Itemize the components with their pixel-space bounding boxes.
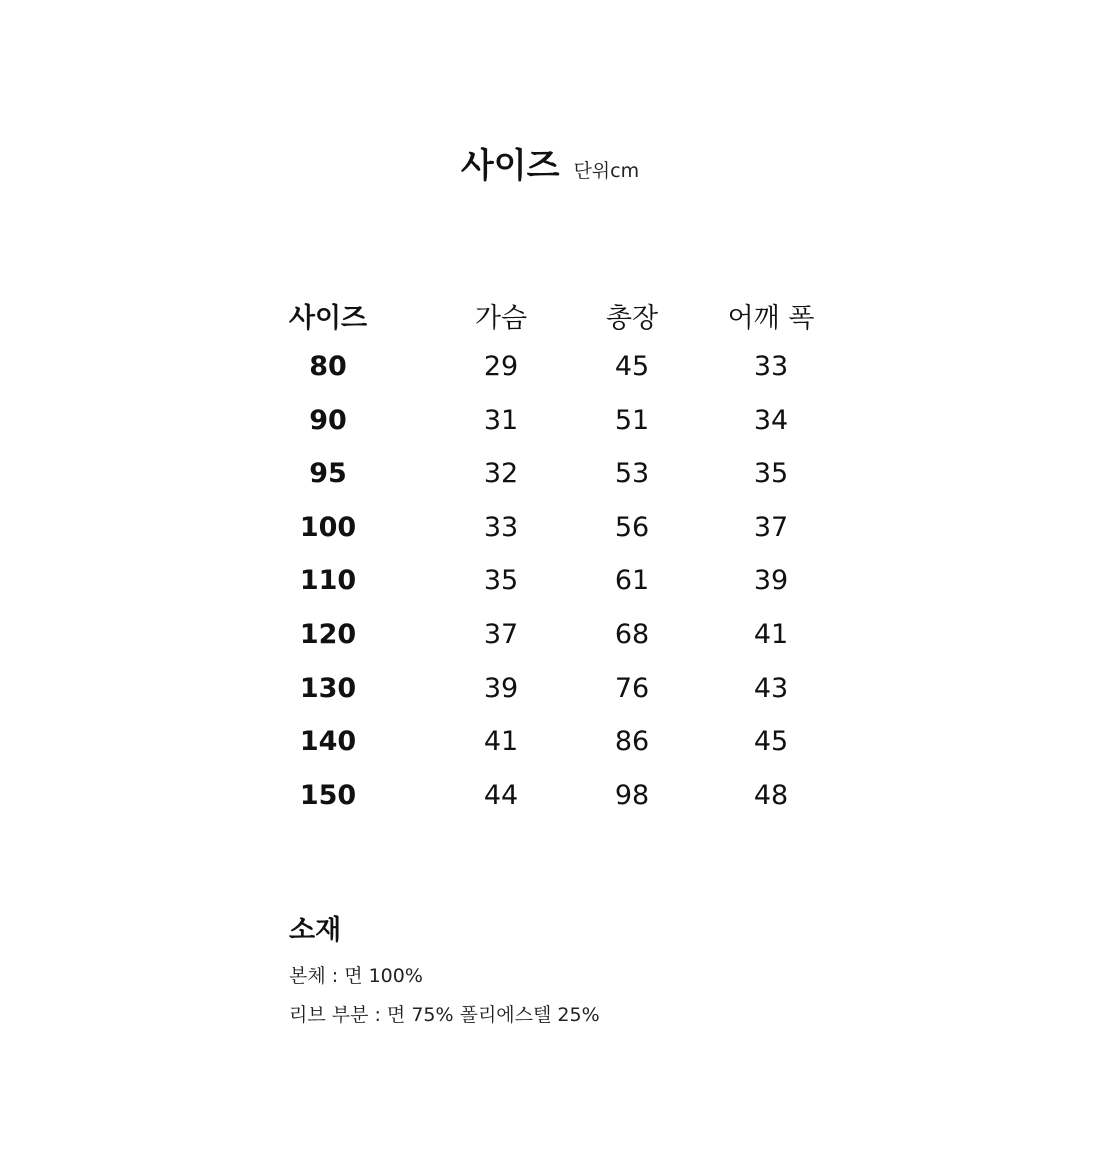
material-title: 소재	[289, 915, 342, 946]
table-cell-size: 95	[309, 458, 347, 490]
table-cell-length: 76	[614, 672, 650, 704]
table-cell-size: 80	[309, 351, 347, 382]
table-cell-length: 61	[614, 565, 650, 597]
table-cell-shoulder: 37	[753, 511, 789, 543]
table-cell-size: 110	[299, 565, 357, 597]
material-line-body: 본체 : 면 100%	[289, 965, 423, 987]
table-cell-shoulder: 45	[753, 726, 789, 758]
table-cell-size: 140	[299, 726, 357, 758]
material-line-rib: 리브 부분 : 면 75% 폴리에스텔 25%	[289, 1004, 600, 1026]
column-header-chest: 가슴	[474, 303, 528, 334]
table-cell-shoulder: 41	[753, 619, 789, 650]
table-cell-chest: 33	[483, 511, 519, 543]
table-cell-chest: 39	[483, 672, 519, 704]
table-cell-chest: 35	[483, 565, 519, 597]
table-cell-size: 150	[299, 779, 357, 811]
table-cell-chest: 31	[483, 404, 519, 436]
column-header-shoulder: 어깨 폭	[727, 303, 815, 334]
column-header-size: 사이즈	[288, 303, 368, 334]
table-cell-shoulder: 39	[753, 565, 789, 597]
table-cell-shoulder: 33	[753, 351, 789, 382]
unit-label: 단위cm	[573, 160, 640, 182]
table-cell-length: 45	[614, 351, 650, 382]
table-cell-chest: 29	[483, 351, 519, 382]
table-cell-chest: 32	[483, 458, 519, 490]
table-cell-shoulder: 48	[753, 779, 789, 811]
table-cell-length: 86	[614, 726, 650, 758]
table-cell-size: 130	[299, 672, 357, 704]
table-cell-shoulder: 34	[753, 404, 789, 436]
table-cell-chest: 44	[483, 779, 519, 811]
table-cell-size: 100	[299, 511, 357, 543]
table-cell-chest: 41	[483, 726, 519, 758]
table-cell-shoulder: 43	[753, 672, 789, 704]
table-cell-shoulder: 35	[753, 458, 789, 490]
table-cell-length: 51	[614, 404, 650, 436]
page-header	[0, 138, 1100, 187]
material-section	[289, 908, 600, 1039]
table-cell-size: 90	[309, 404, 347, 436]
column-header-length: 총장	[605, 303, 659, 334]
table-cell-length: 53	[614, 458, 650, 490]
table-cell-length: 68	[614, 619, 650, 650]
table-cell-size: 120	[299, 619, 357, 650]
table-cell-chest: 37	[483, 619, 519, 650]
page-title: 사이즈	[460, 146, 560, 186]
table-cell-length: 98	[614, 779, 650, 811]
table-cell-length: 56	[614, 511, 650, 543]
